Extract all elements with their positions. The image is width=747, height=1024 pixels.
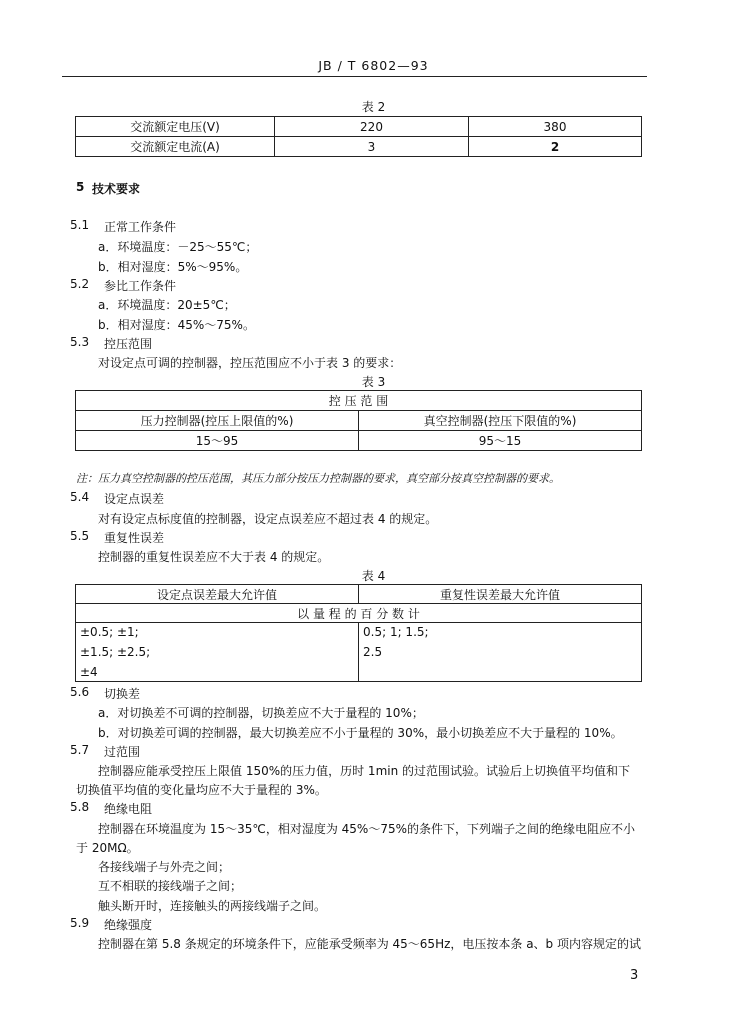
table-row bbox=[76, 641, 642, 663]
section-5-2-a: a．环境温度：20±5℃； bbox=[98, 298, 236, 312]
section-5-9-number: 5.9 bbox=[70, 916, 90, 930]
section-5-8-item2: 互不相联的接线端子之间； bbox=[98, 879, 243, 893]
table-cell: 以 量 程 的 百 分 数 计 bbox=[76, 604, 642, 623]
section-5-7-line1: 控制器应能承受控压上限值 150%的压力值，历时 1min 的过范围试验。试验后上切换值平均值和下 bbox=[98, 764, 631, 778]
table-cell: 2 bbox=[469, 137, 642, 157]
section-5-1-b: b．相对湿度：5%～95%。 bbox=[98, 260, 248, 274]
document-header: JB / T 6802—93 bbox=[318, 58, 429, 73]
table-row bbox=[76, 431, 642, 451]
table-cell: ±0.5; ±1; bbox=[76, 623, 359, 642]
table-row bbox=[76, 117, 642, 137]
section-5-7-title: 过范围 bbox=[104, 745, 141, 759]
table4 bbox=[75, 584, 642, 682]
table-cell: 真空控制器(控压下限值的%) bbox=[359, 411, 642, 431]
table-cell: ±4 bbox=[76, 663, 359, 682]
section-5-4-number: 5.4 bbox=[70, 490, 90, 504]
table2-caption: 表 2 bbox=[361, 100, 386, 114]
table-cell: 15～95 bbox=[76, 431, 359, 451]
table3-caption: 表 3 bbox=[361, 375, 386, 389]
table-row bbox=[76, 585, 642, 604]
section-5-2-title: 参比工作条件 bbox=[104, 279, 177, 293]
section-5-1-title: 正常工作条件 bbox=[104, 220, 177, 234]
section-5-9-title: 绝缘强度 bbox=[104, 918, 153, 932]
section-5-6-title: 切换差 bbox=[104, 687, 141, 701]
table-row bbox=[76, 663, 642, 682]
section-5-8-number: 5.8 bbox=[70, 800, 90, 814]
section-5-1-a: a．环境温度：－25～55℃； bbox=[98, 240, 258, 254]
section-5-6-number: 5.6 bbox=[70, 685, 90, 699]
section-5-9-line1: 控制器在第 5.8 条规定的环境条件下，应能承受频率为 45～65Hz，电压按本条 a、b 项内容规定的试 bbox=[98, 937, 641, 951]
section-5-4-title: 设定点误差 bbox=[104, 492, 165, 506]
section-5-8-line1: 控制器在环境温度为 15～35℃，相对湿度为 45%～75%的条件下，下列端子之间的绝缘电阻应不小 bbox=[98, 822, 635, 836]
table2 bbox=[75, 116, 642, 157]
section-5-3-text: 对设定点可调的控制器，控压范围应不小于表 3 的要求： bbox=[98, 356, 402, 370]
section-5-3-number: 5.3 bbox=[70, 335, 90, 349]
section-5-6-a: a．对切换差不可调的控制器，切换差应不大于量程的 10%； bbox=[98, 706, 424, 720]
section-5-8-item1: 各接线端子与外壳之间； bbox=[98, 860, 231, 874]
table-cell: ±1.5; ±2.5; bbox=[76, 641, 359, 663]
table-cell: 0.5; 1; 1.5; bbox=[359, 623, 642, 642]
table-header-cell: 控 压 范 围 bbox=[76, 391, 642, 411]
section-5-number: 5 bbox=[76, 180, 85, 194]
table-cell: 重复性误差最大允许值 bbox=[359, 585, 642, 604]
table-row bbox=[76, 411, 642, 431]
table-cell: 3 bbox=[275, 137, 469, 157]
section-5-2-b: b．相对湿度：45%～75%。 bbox=[98, 318, 255, 332]
section-5-5-number: 5.5 bbox=[70, 529, 90, 543]
section-5-8-title: 绝缘电阻 bbox=[104, 802, 153, 816]
table-cell: 交流额定电流(A) bbox=[76, 137, 275, 157]
table-cell: 95～15 bbox=[359, 431, 642, 451]
table4-caption: 表 4 bbox=[361, 569, 386, 583]
section-5-7-line2: 切换值平均值的变化量均应不大于量程的 3%。 bbox=[76, 783, 327, 797]
table-row bbox=[76, 604, 642, 623]
page-number: 3 bbox=[630, 968, 639, 983]
section-5-3-title: 控压范围 bbox=[104, 337, 153, 351]
section-5-title: 技术要求 bbox=[92, 182, 141, 196]
table-cell: 交流额定电压(V) bbox=[76, 117, 275, 137]
table-cell: 220 bbox=[275, 117, 469, 137]
table-row bbox=[76, 137, 642, 157]
section-5-6-b: b．对切换差可调的控制器，最大切换差应不小于量程的 30%，最小切换差应不大于量程的 10%。 bbox=[98, 726, 623, 740]
table-cell: 设定点误差最大允许值 bbox=[76, 585, 359, 604]
header-rule bbox=[62, 76, 647, 77]
table-cell: 2.5 bbox=[359, 641, 642, 663]
section-5-2-number: 5.2 bbox=[70, 277, 90, 291]
table-row bbox=[76, 623, 642, 642]
table-row bbox=[76, 391, 642, 411]
table3-note: 注：压力真空控制器的控压范围，其压力部分按压力控制器的要求，真空部分按真空控制器的要求。 bbox=[76, 472, 560, 485]
section-5-1-number: 5.1 bbox=[70, 218, 90, 232]
table-cell bbox=[359, 663, 642, 682]
section-5-8-item3: 触头断开时，连接触头的两接线端子之间。 bbox=[98, 899, 327, 913]
section-5-5-text: 控制器的重复性误差应不大于表 4 的规定。 bbox=[98, 550, 330, 564]
section-5-8-line2: 于 20MΩ。 bbox=[76, 841, 139, 855]
section-5-5-title: 重复性误差 bbox=[104, 531, 165, 545]
section-5-7-number: 5.7 bbox=[70, 743, 90, 757]
table-cell: 压力控制器(控压上限值的%) bbox=[76, 411, 359, 431]
table-cell: 380 bbox=[469, 117, 642, 137]
section-5-4-text: 对有设定点标度值的控制器，设定点误差应不超过表 4 的规定。 bbox=[98, 512, 438, 526]
table3 bbox=[75, 390, 642, 451]
